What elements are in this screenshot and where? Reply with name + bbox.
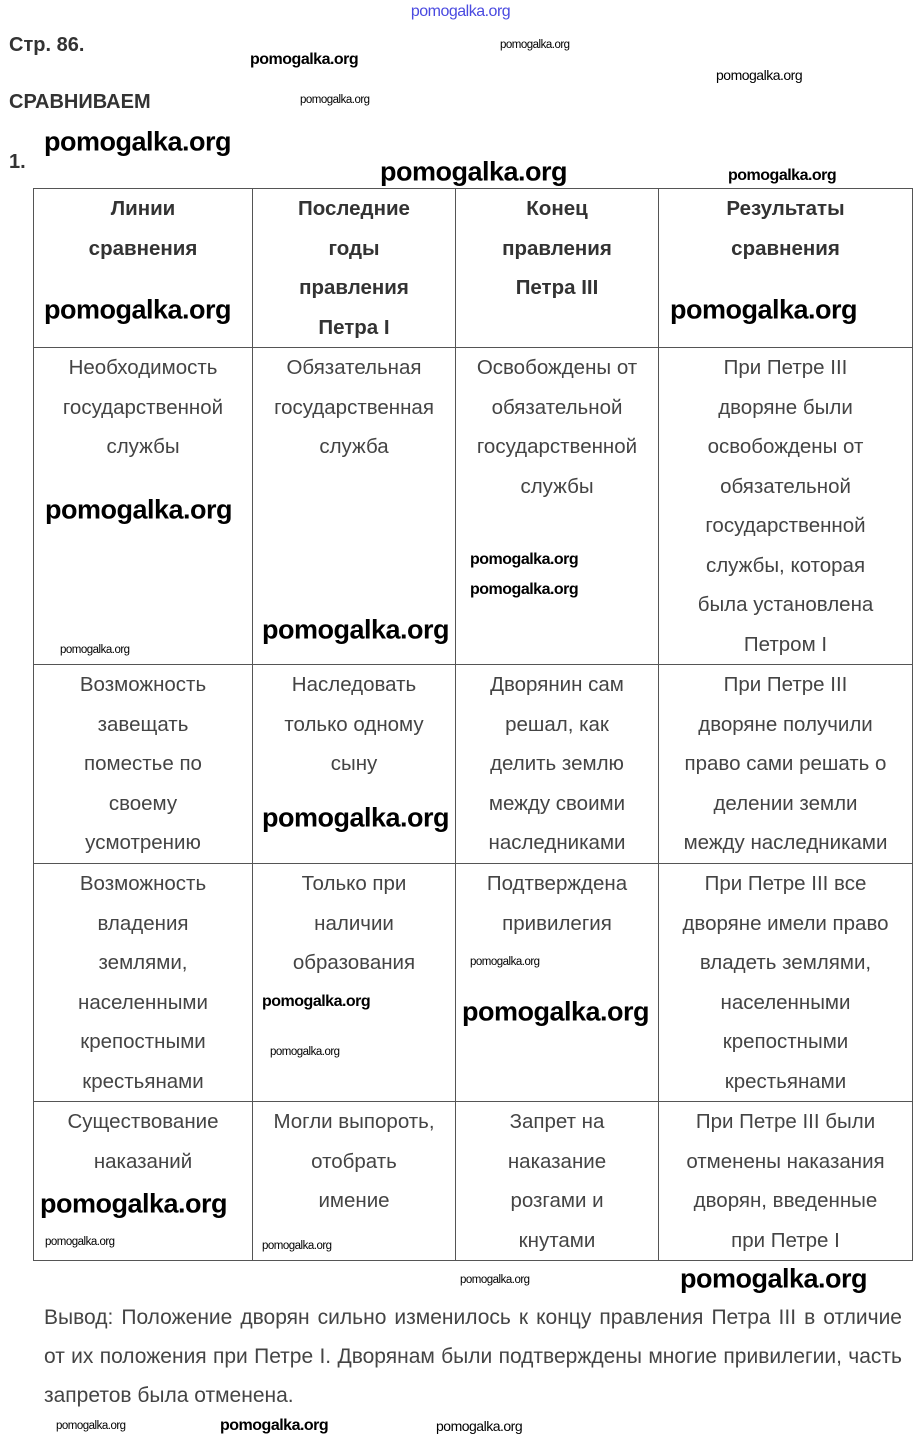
table-cell: Возможность завещать поместье по своему усмотрению (34, 665, 253, 864)
table-cell: Обязательная государственная служба (253, 348, 456, 665)
watermark: pomogalka.org (470, 581, 579, 598)
watermark: pomogalka.org (680, 1263, 868, 1294)
table-cell: Запрет на наказание розгами и кнутами (456, 1102, 659, 1261)
watermark: pomogalka.org (60, 644, 130, 656)
page-number: Стр. 86. (9, 34, 85, 56)
watermark: pomogalka.org (500, 39, 570, 51)
watermark: pomogalka.org (40, 1188, 228, 1219)
table-cell: При Петре III дворяне были освобождены от обязательной государственной службы, которая была установлена Петром I (659, 348, 913, 665)
table-cell: При Петре III все дворяне имели право владеть землями, населенными крепостными крестьянами (659, 864, 913, 1102)
watermark: pomogalka.org (380, 156, 568, 187)
watermark: pomogalka.org (462, 996, 650, 1027)
column-header: Линии сравнения (34, 189, 253, 348)
watermark: pomogalka.org (45, 494, 233, 525)
watermark: pomogalka.org (410, 3, 511, 20)
watermark: pomogalka.org (670, 294, 858, 325)
watermark: pomogalka.org (45, 1236, 115, 1248)
table-row (34, 665, 913, 864)
table-cell: При Петре III дворяне получили право сами решать о делении земли между наследниками (659, 665, 913, 864)
watermark: pomogalka.org (470, 551, 579, 568)
table-cell: При Петре III были отменены наказания дворян, введенные при Петре I (659, 1102, 913, 1261)
watermark: pomogalka.org (300, 94, 370, 106)
table-cell: Подтверждена привилегия (456, 864, 659, 1102)
comparison-table (33, 188, 913, 1261)
table-cell: Только при наличии образования (253, 864, 456, 1102)
column-header: Конец правления Петра III (456, 189, 659, 348)
watermark: pomogalka.org (460, 1274, 530, 1286)
column-header: Последние годы правления Петра I (253, 189, 456, 348)
watermark: pomogalka.org (44, 294, 232, 325)
section-title: СРАВНИВАЕМ (9, 91, 151, 113)
watermark: pomogalka.org (470, 956, 540, 968)
table-cell: Могли выпороть, отобрать имение (253, 1102, 456, 1261)
watermark: pomogalka.org (56, 1420, 126, 1432)
watermark: pomogalka.org (44, 126, 232, 157)
watermark: pomogalka.org (262, 993, 371, 1010)
table-cell: Существование наказаний (34, 1102, 253, 1261)
task-number: 1. (9, 151, 26, 173)
watermark: pomogalka.org (270, 1046, 340, 1058)
table-cell: Возможность владения землями, населенными крепостными крестьянами (34, 864, 253, 1102)
table-row (34, 864, 913, 1102)
column-header: Результаты сравнения (659, 189, 913, 348)
watermark: pomogalka.org (250, 51, 359, 68)
watermark: pomogalka.org (262, 802, 450, 833)
table-cell: Дворянин сам решал, как делить землю между своими наследниками (456, 665, 659, 864)
conclusion-text: Вывод: Положение дворян сильно изменилось к концу правления Петра III в отличие от их положения при Петре I. Дворянам были подтверждены многие привилегии, часть запретов была отменена. (44, 1306, 902, 1407)
table-row (34, 1102, 913, 1261)
table-cell: Наследовать только одному сыну (253, 665, 456, 864)
table-cell: Необходимость государственной службы (34, 348, 253, 665)
watermark: pomogalka.org (436, 1418, 523, 1434)
watermark: pomogalka.org (728, 167, 837, 184)
watermark: pomogalka.org (262, 1240, 332, 1252)
watermark: pomogalka.org (262, 614, 450, 645)
watermark: pomogalka.org (716, 67, 803, 83)
table-cell: Освобождены от обязательной государственной службы (456, 348, 659, 665)
watermark: pomogalka.org (220, 1417, 329, 1434)
